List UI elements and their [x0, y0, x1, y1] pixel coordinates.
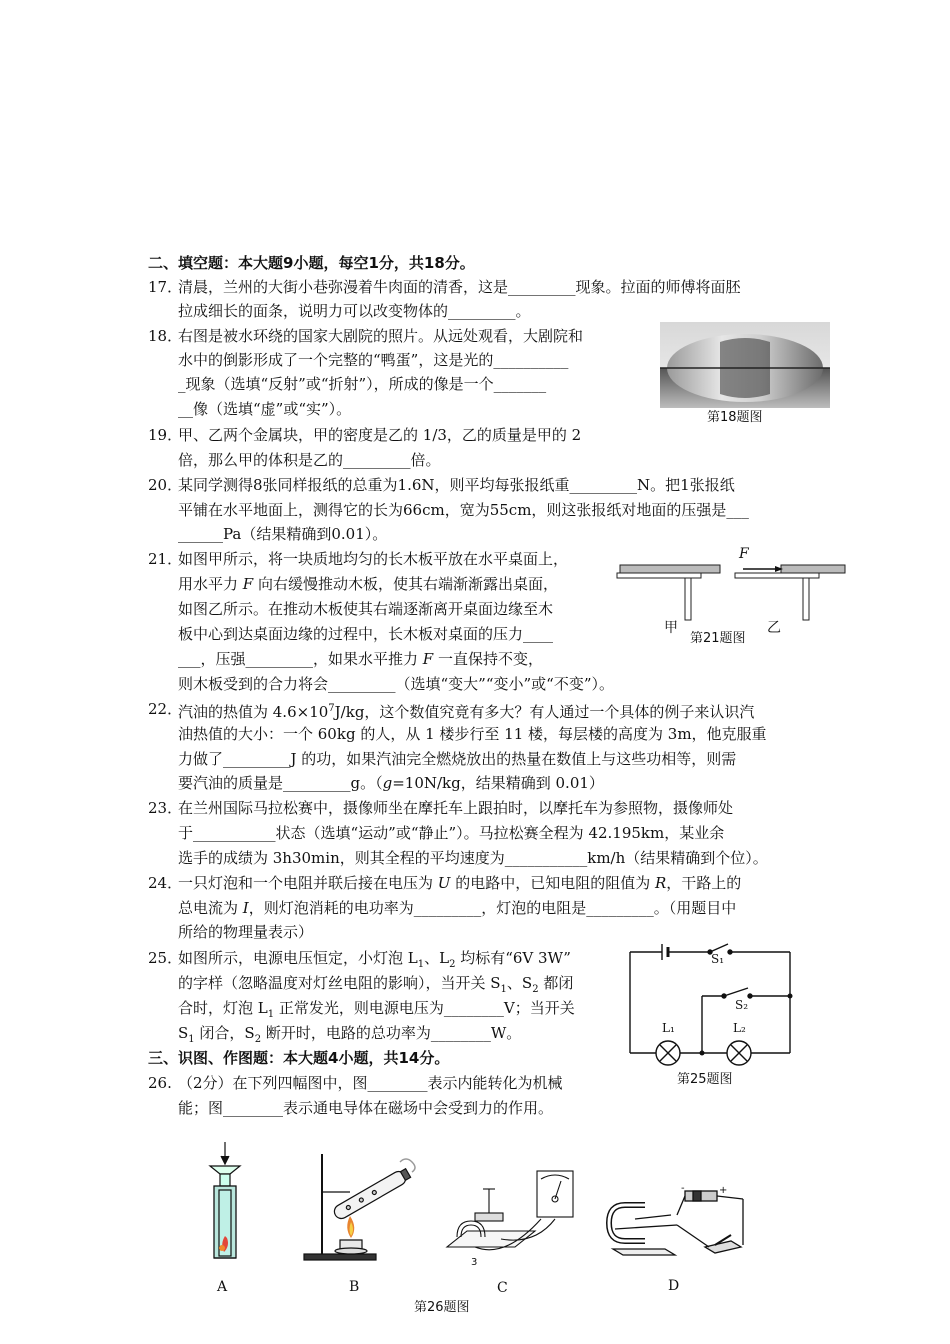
- q23-line-2: 于___________状态（选填“运动”或“静止”）。马拉松赛全程为 42.195km，某业余: [178, 824, 725, 842]
- q22-line-2: 油热值的大小：一个 60kg 的人，从 1 楼步行至 11 楼，每层楼的高度为 3m，他克服重: [178, 725, 767, 743]
- q18-line-3: _现象（选填“反射”或“折射”），所成的像是一个_______: [178, 375, 547, 393]
- q18-line-4: __像（选填“虚”或“实”）。: [178, 400, 352, 418]
- q20-line-3: ______Pa（结果精确到0.01）。: [178, 525, 388, 543]
- svg-text:+: +: [719, 1185, 728, 1196]
- q21-line-2: 用水平力 F 向右缓慢推动木板，使其右端渐渐露出桌面，: [178, 575, 558, 593]
- q26-label-d: D: [668, 1278, 680, 1294]
- q26-label-a: A: [217, 1279, 228, 1295]
- q26-line-1: （2分）在下列四幅图中，图________表示内能转化为机械: [178, 1074, 563, 1092]
- q26-figure-c: [445, 1165, 585, 1270]
- svg-text:-: -: [681, 1185, 685, 1194]
- q25-line-1: 如图所示，电源电压恒定，小灯泡 $L_1$、$L_2$ 均标有“6V 3W”: [178, 949, 571, 970]
- q18-figure-caption: 第18题图: [707, 410, 763, 425]
- svg-text:3: 3: [471, 1257, 478, 1268]
- q20-number: 20．: [148, 476, 183, 494]
- q19-line-2: 倍，那么甲的体积是乙的_________倍。: [178, 451, 441, 469]
- q25-switch-s1-label: S₁: [711, 952, 725, 966]
- section-3-heading: 三、识图、作图题：本大题4小题，共14分。: [148, 1049, 450, 1067]
- q21-label-yi: 乙: [767, 620, 781, 636]
- q24-line-3: 所给的物理量表示）: [178, 923, 314, 941]
- q17-number: 17．: [148, 278, 183, 296]
- q17-line-2: 拉成细长的面条，说明力可以改变物体的_________。: [178, 302, 531, 320]
- q25-number: 25．: [148, 949, 183, 967]
- q21-line-6: 则木板受到的合力将会_________（选填“变大”“变小”或“不变”）。: [178, 675, 615, 693]
- q19-line-1: 甲、乙两个金属块，甲的密度是乙的 1/3，乙的质量是甲的 2: [178, 426, 582, 444]
- q23-line-1: 在兰州国际马拉松赛中，摄像师坐在摩托车上跟拍时，以摩托车为参照物，摄像师处: [178, 799, 734, 817]
- q22-line-4: 要汽油的质量是_________g。（g=10N/kg，结果精确到 0.01）: [178, 774, 604, 792]
- q26-figure-b: [300, 1150, 420, 1265]
- q22-line-1: 汽油的热值为 $4.6\times 10^7J/kg$，这个数值究竟有多大？有人通过一个具体的例子来认识汽: [178, 703, 755, 721]
- q21-line-3: 如图乙所示。在推动木板使其右端逐渐离开桌面边缘至木: [178, 600, 554, 618]
- q26-figure-caption: 第26题图: [414, 1300, 470, 1315]
- q18-line-1: 右图是被水环绕的国家大剧院的照片。从远处观看，大剧院和: [178, 327, 584, 345]
- q21-figure-caption: 第21题图: [690, 631, 746, 646]
- q21-label-jia: 甲: [664, 620, 678, 636]
- q25-lamp-l1-label: L₁: [662, 1021, 675, 1035]
- q24-line-1: 一只灯泡和一个电阻并联后接在电压为 U 的电路中，已知电阻的阻值为 R，干路上的: [178, 874, 742, 892]
- q23-number: 23．: [148, 799, 183, 817]
- q25-figure-caption: 第25题图: [677, 1072, 733, 1087]
- q22-line-3: 力做了_________J 的功，如果汽油完全燃烧放出的热量在数值上与这些功相等，则需: [178, 750, 737, 768]
- q21-number: 21．: [148, 550, 183, 568]
- q18-line-2: 水中的倒影形成了一个完整的“鸭蛋”，这是光的__________: [178, 351, 569, 369]
- q23-line-3: 选手的成绩为 3h30min，则其全程的平均速度为___________km/h（结果精确到个位）。: [178, 849, 768, 867]
- q22-number: 22．: [148, 700, 183, 718]
- q26-line-2: 能；图________表示通电导体在磁场中会受到力的作用。: [178, 1099, 554, 1117]
- q26-label-c: C: [497, 1280, 508, 1296]
- q25-switch-s2-label: S₂: [735, 998, 749, 1012]
- q25-line-4: $S_1$ 闭合，$S_2$ 断开时，电路的总功率为________W。: [178, 1024, 522, 1045]
- q20-line-1: 某同学测得8张同样报纸的总重为1.6N，则平均每张报纸重_________N。把1张报纸: [178, 476, 735, 494]
- q21-line-5: ___，压强_________，如果水平推力 F 一直保持不变，: [178, 650, 543, 668]
- q24-number: 24．: [148, 874, 183, 892]
- q20-line-2: 平铺在水平地面上，测得它的长为66cm，宽为55cm，则这张报纸对地面的压强是___: [178, 501, 749, 519]
- q26-label-b: B: [349, 1279, 360, 1295]
- q26-number: 26.: [148, 1074, 172, 1092]
- q21-line-4: 板中心到达桌面边缘的过程中，长木板对桌面的压力____: [178, 625, 554, 643]
- q18-theater-photo: [660, 322, 830, 408]
- q19-number: 19．: [148, 426, 183, 444]
- q25-line-2: 的字样（忽略温度对灯丝电阻的影响），当开关 $S_1$、$S_2$ 都闭: [178, 974, 574, 995]
- q17-line-1: 清晨，兰州的大街小巷弥漫着牛肉面的清香，这是_________现象。拉面的师傅将面胚: [178, 278, 741, 296]
- q21-force-label: F: [739, 546, 749, 562]
- q21-board-diagram: [615, 545, 855, 625]
- q18-number: 18．: [148, 327, 183, 345]
- q24-line-2: 总电流为 I，则灯泡消耗的电功率为_________，灯泡的电阻是_________。（用题目中: [178, 899, 737, 917]
- q26-figure-d: [605, 1185, 755, 1265]
- section-2-heading: 二、填空题：本大题9小题，每空1分，共18分。: [148, 254, 475, 272]
- q25-lamp-l2-label: L₂: [733, 1021, 746, 1035]
- q21-line-1: 如图甲所示，将一块质地均匀的长木板平放在水平桌面上，: [178, 550, 569, 568]
- q25-line-3: 合时，灯泡 $L_1$ 正常发光，则电源电压为________V；当开关: [178, 999, 575, 1020]
- q26-figure-a: [200, 1140, 250, 1270]
